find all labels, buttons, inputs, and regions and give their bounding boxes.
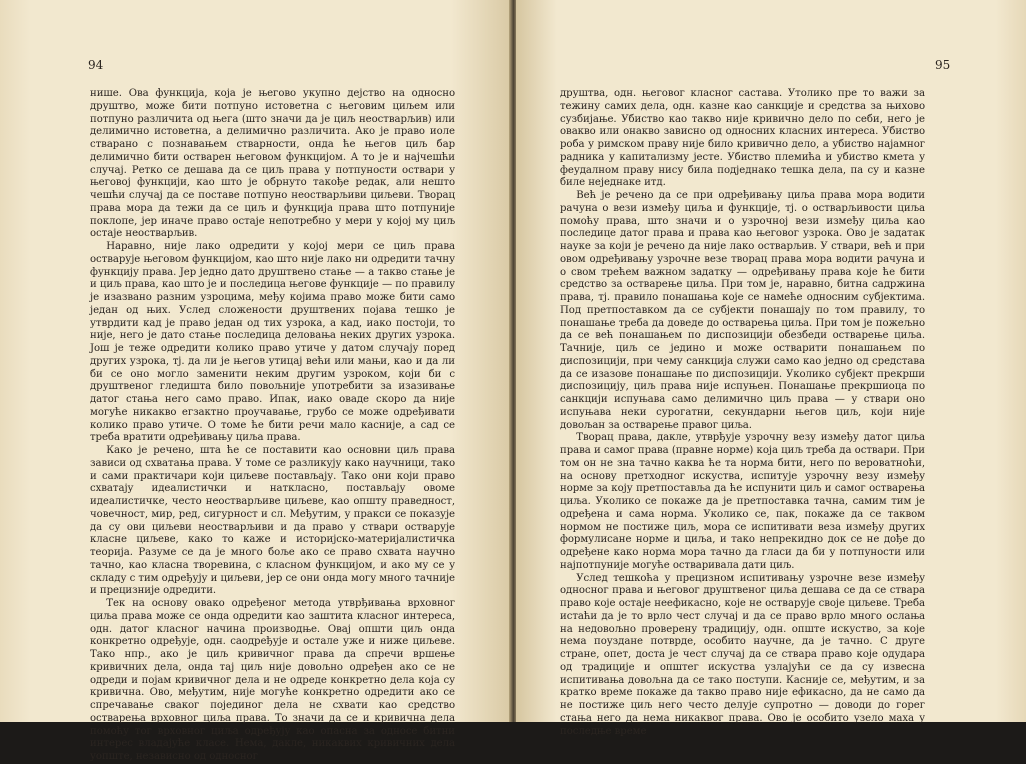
right-page (516, 0, 1026, 737)
paragraph: Већ је речено да се при одређивању циља права мора водити рачуна о вези између циља и функције, тј. о остварљивости циља помоћу права, што значи и о узрочној вези између циља као последице датог права и права као његовог узрока. Ово је задатак науке за који је речено да није лако остварљив. У ствари, већ и при овом одређивању узрочне везе творац права мора водити рачуна и о свом трећем важном задатку — одређивању права које ће бити средство за остварење циља. При том је, наравно, битна садржина права, тј. правило понашања које се намеће односним субјектима. Под претпоставком да се субјекти понашају по том правилу, то понашање треба да доведе до остварења циља. При том је пожељно да се већ понашањем по диспозицији обезбеди остварење циља. Тачније, циљ се једино и може остварити понашањем по диспозицији, при чему санкција служи само као једно од средстава да се изазове понашање по диспозицији. Уколико субјект прекрши диспозицију, циљ права није испуњен. Понашање прекршиоца по санкцији испуњава само делимично циљ права — у ствари оно испуњава неки сурогатни, секундарни његов циљ, који није довољан за остварење правог циља. (560, 190, 925, 431)
paragraph: друштва, одн. његовог класног састава. Утолико пре то важи за тежину самих дела, одн. казне као санкције и средства за њихово сузбијање. Убиство као такво није кривично дело по себи, него је овакво или онакво зависно од односних класних интереса. Убиство роба у римском праву није било кривично дело, а убиство најамног радника у капитализму јесте. Убиство племића и убиство кмета у феудалном праву нису била подједнако тешка дела, па су и казне биле неједнаке итд. (560, 88, 925, 189)
left-page (0, 0, 512, 762)
paragraph: Услед тешкоћа у прецизном испитивању узрочне везе између односног права и његовог друштвеног циља дешава се да се ствара право које остаје неефикасно, које не остварује своје циљеве. Треба истаћи да је то врло чест случај и да се право врло много ослања на недовољно проверену традицију, одн. опште искуство, за које нема поуздане потврде, особито научне, да је тачно. С друге стране, опет, доста је чест случај да се ствара право које одудара од традиције и општег искуства узлајући се да су извесна испитивања довољна да се тако поступи. Касније се, међутим, и за кратко време покаже да такво право није ефикасно, да не само да не постиже циљ него често делује супротно — доводи до горег стања него да нема никаквог права. Ово је особито узело маха у последње време (560, 572, 925, 737)
paragraph: Наравно, није лако одредити у којој мери се циљ права остварује његовом функцијом, као што није лако ни одредити тачну функцију права. Јер једно дато друштвено стање — а такво стање је и циљ права, као што је и последица његове функције — по правилу је изазвано разним узроцима, међу којима право може бити само један од њих. Услед сложености друштвених појава тешко је утврдити кад је право један од тих узрока, а кад, иако постоји, то није, него је дато стање последица деловања неких других узрока. Још је теже одредити колико право утиче у датом случају поред других узрока, тј. да ли је његов утицај већи или мањи, као и да ли би се оно могло заменити неким другим узроком, који би с друштвеног гледишта било повољније употребити за изазивање датог стања него само право. Ипак, иако оваде скоро да није могуће никакво егзактно проучавање, грубо се може одређивати колико право утиче. О томе ће бити речи мало касније, а сад се треба вратити одређивању циља права. (90, 241, 455, 444)
paragraph: нише. Ова функција, која је његово укупно дејство на односно друштво, може бити потпуно истоветна с његовим циљем или потпуно различита од њега (што значи да је циљ неостварљив) или делимично истоветна, а делимично различита. Ако је право иоле стварано с познавањем стварности, онда ће његов циљ бар делимично бити остварен његовом функцијом. А то је и најчешћи случај. Ретко се дешава да се циљ права у потпуности оствари у његовој функцији, као што је обрнуто такође редак, али нешто чешћи случај да се поставе потпуно неостварљиви циљеви. Творац права мора да тежи да се циљ и функција права што потпуније поклопе, јер иначе право остаје непотребно у мери у којој му циљ остаје неостварљив. (90, 88, 455, 240)
left-page-number: 94 (88, 58, 104, 72)
right-page-body (560, 88, 925, 738)
paragraph: Творац права, дакле, утврђује узрочну везу између датог циља права и самог права (правне норме) која циљ треба да оствари. При том он не зна тачно каква ће та норма бити, него по вероватноћи, на основу претходног искуства, испитује узрочну везу између норме за коју претпоставља да ће испунити циљ и самог остварења циља. Уколико се покаже да је претпоставка тачна, самим тим је одређена и сама норма. Уколико се, пак, покаже да се таквом нормом не постиже циљ, мора се испитивати веза између других формулисане норме и циља, и тако непрекидно док се не дође до одређене како норма мора тачно да гласи да би у потпуности или најпотпуније могуће остваривала дати циљ. (560, 432, 925, 571)
left-page-body (90, 88, 455, 764)
paragraph: Како је речено, шта ће се поставити као основни циљ права зависи од схватања права. У томе се разликују како научници, тако и сами практичари који циљеве постављају. Тако они који право схватају идеалистички и наткласно, постављају овоме идеалистичке, често неостварљиве циљеве, као општу праведност, човечност, мир, ред, сигурност и сл. Међутим, у пракси се показује да су ови циљеви неостварљиви и да право у ствари остварује класне циљеве, како то каже и историјско-материјалистичка теорија. Разуме се да је много боље ако се право схвата научно тачно, као класна творевина, с класном функцијом, и ако му се у складу с тим одређују и циљеви, јер се они онда могу много тачније и прецизније одредити. (90, 445, 455, 597)
paragraph: Тек на основу овако одређеног метода утврђивања врховног циља права може се онда одредити као заштита класног интереса, одн. датог класног начина производње. Овај општи циљ онда конкретно одређује, одн. саодређује и остале уже и ниже циљеве. Тако нпр., ако је циљ кривичног права да спречи вршење кривичних дела, онда тај циљ није довољно одређен ако се не одреди и појам кривичног дела и не одреде конкретно дела која су кривична. Ово, међутим, није могуће конкретно одредити ако се спречавање сваког појединог дела не схвати као средство остварења врховног циља права. То значи да се и кривична дела помоћу тог врховног циља одређују као опасна за односе битни интерес владајуће класе. Нема, дакле, никаквих кривичних дела уопште, независно од односног (90, 598, 455, 762)
right-page-number: 95 (935, 58, 951, 72)
